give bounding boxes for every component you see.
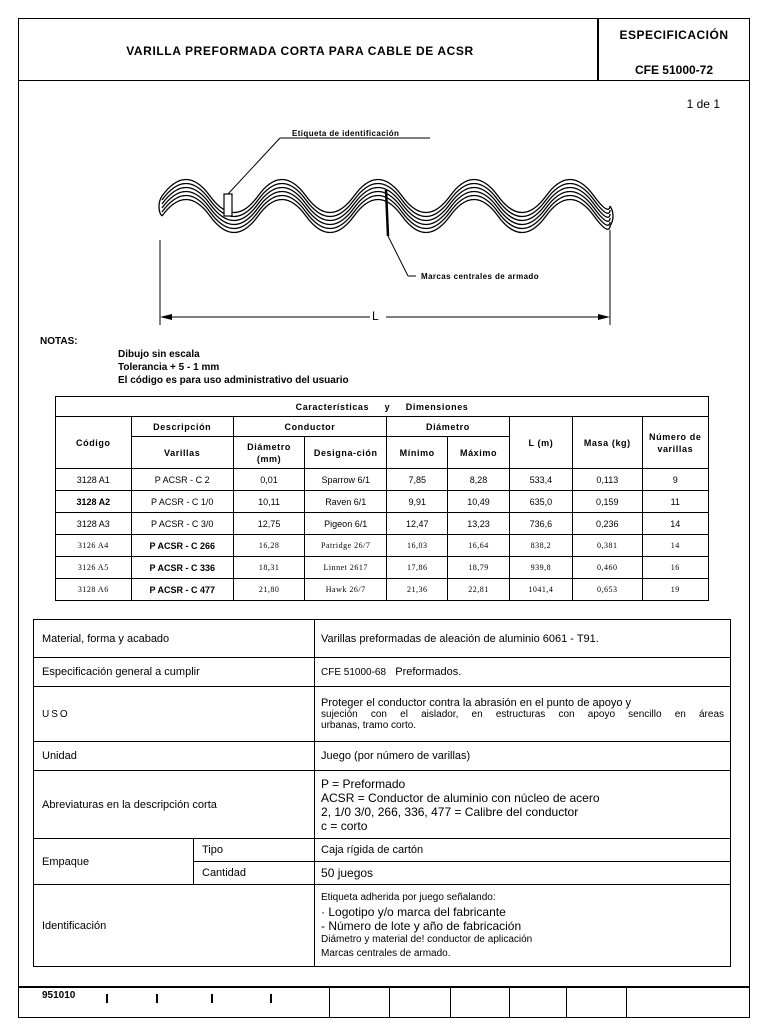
cell-l: 838,2 (509, 535, 572, 557)
page-number: 1 de 1 (686, 97, 720, 111)
cell-desc: P ACSR - C 3/0 (131, 513, 233, 535)
notes-title: NOTAS: (40, 336, 78, 347)
cell-codigo: 3128 A2 (56, 491, 132, 513)
espec-value: CFE 51000-68 Preformados. (315, 658, 731, 687)
table-row (56, 535, 709, 557)
cell-diam: 16,28 (233, 535, 305, 557)
footer-tick (106, 994, 108, 1003)
cell-masa: 0,460 (573, 557, 642, 579)
cell-max: 18,79 (448, 557, 509, 579)
header-l: L (m) (509, 417, 572, 469)
cell-max: 8,28 (448, 469, 509, 491)
note-line: Tolerancia + 5 - 1 mm (118, 362, 220, 373)
center-mark (386, 190, 388, 236)
dim-arrow-right (598, 314, 610, 320)
footer-code: 951010 (42, 990, 76, 1001)
header-varillas: Varillas (131, 437, 233, 469)
cell-codigo: 3128 A3 (56, 513, 132, 535)
cell-num: 19 (642, 579, 708, 601)
cell-min: 16,03 (387, 535, 448, 557)
cell-codigo: 3126 A4 (56, 535, 132, 557)
cell-diam: 12,75 (233, 513, 305, 535)
header-codigo: Código (56, 417, 132, 469)
cell-desc: P ACSR - C 1/0 (131, 491, 233, 513)
uso-value: Proteger el conductor contra la abrasión en el punto de apoyo y sujeción con el aislador, en estructuras con apoyo sencillo en áreas urbanas, tramo corto. (315, 687, 731, 742)
cell-codigo: 3128 A1 (56, 469, 132, 491)
ident-label: Identificación (34, 885, 315, 967)
cell-desc: P ACSR - C 477 (131, 579, 233, 601)
rod-drawing (140, 120, 630, 330)
footer-tick (211, 994, 213, 1003)
cell-num: 11 (642, 491, 708, 513)
material-value: Varillas preformadas de aleación de aluminio 6061 - T91. (315, 620, 731, 658)
header-conductor: Conductor (233, 417, 386, 437)
cell-min: 17,86 (387, 557, 448, 579)
cell-max: 10,49 (448, 491, 509, 513)
header-minimo: Mínimo (387, 437, 448, 469)
header-maximo: Máximo (448, 437, 509, 469)
notes-list (118, 348, 349, 387)
cell-max: 22,81 (448, 579, 509, 601)
note-line: El código es para uso administrativo del usuario (118, 375, 349, 386)
label-length: L (372, 309, 379, 323)
cell-desc: P ACSR - C 336 (131, 557, 233, 579)
espec-label: Especificación general a cumplir (34, 658, 315, 687)
cell-min: 21,36 (387, 579, 448, 601)
characteristics-table (55, 396, 709, 601)
cell-masa: 0,381 (573, 535, 642, 557)
marks-leader-line (388, 236, 408, 276)
cell-min: 12,47 (387, 513, 448, 535)
cell-masa: 0,113 (573, 469, 642, 491)
footer-divider (626, 986, 627, 1018)
header-designacion: Designa-ción (305, 437, 387, 469)
material-label: Material, forma y acabado (34, 620, 315, 658)
footer-divider (389, 986, 390, 1018)
cell-desig: Hawk 26/7 (305, 579, 387, 601)
header-numero: Número de varillas (642, 417, 708, 469)
spec-label: ESPECIFICACIÓN (619, 28, 729, 42)
cell-min: 7,85 (387, 469, 448, 491)
cantidad-label: Cantidad (194, 862, 315, 885)
identification-tag (224, 194, 232, 216)
cell-num: 16 (642, 557, 708, 579)
cell-l: 533,4 (509, 469, 572, 491)
cell-desig: Pigeon 6/1 (305, 513, 387, 535)
note-line: Dibujo sin escala (118, 349, 200, 360)
uso-label: USO (34, 687, 315, 742)
cell-desig: Patridge 26/7 (305, 535, 387, 557)
cell-desc: P ACSR - C 2 (131, 469, 233, 491)
cell-desig: Raven 6/1 (305, 491, 387, 513)
page-title: VARILLA PREFORMADA CORTA PARA CABLE DE ACSR (126, 44, 474, 58)
cell-desig: Linnet 2617 (305, 557, 387, 579)
specifications-table (33, 619, 731, 967)
cell-num: 14 (642, 535, 708, 557)
cell-l: 939,8 (509, 557, 572, 579)
spec-code: CFE 51000-72 (634, 63, 714, 77)
header-diametro: Diámetro (387, 417, 510, 437)
cell-codigo: 3128 A6 (56, 579, 132, 601)
cell-codigo: 3126 A5 (56, 557, 132, 579)
cell-diam: 10,11 (233, 491, 305, 513)
cantidad-value: 50 juegos (315, 862, 731, 885)
ident-value: Etiqueta adherida por juego señalando: · Logotipo y/o marca del fabricante - Número de lote y año de fabricación Diámetro y material de! conductor de aplicación Marcas centrales de armado. (315, 885, 731, 967)
abrev-value: P = Preformado ACSR = Conductor de aluminio con núcleo de acero 2, 1/0 3/0, 266, 336, 477 = Calibre del conductor c = corto (315, 771, 731, 839)
cell-diam: 21,80 (233, 579, 305, 601)
footer-tick (270, 994, 272, 1003)
cell-desc: P ACSR - C 266 (131, 535, 233, 557)
unidad-label: Unidad (34, 742, 315, 771)
header-descripcion: Descripción (131, 417, 233, 437)
cell-masa: 0,159 (573, 491, 642, 513)
cell-l: 635,0 (509, 491, 572, 513)
cell-diam: 18,31 (233, 557, 305, 579)
cell-masa: 0,653 (573, 579, 642, 601)
cell-min: 9,91 (387, 491, 448, 513)
cell-l: 736,6 (509, 513, 572, 535)
header-divider (597, 18, 599, 81)
footer-divider (329, 986, 330, 1018)
cell-num: 9 (642, 469, 708, 491)
cell-num: 14 (642, 513, 708, 535)
cell-diam: 0,01 (233, 469, 305, 491)
dim-arrow-left (160, 314, 172, 320)
table-row (56, 557, 709, 579)
table-title: Características y Dimensiones (56, 397, 709, 417)
cell-l: 1041,4 (509, 579, 572, 601)
label-tag-text: Etiqueta de identificación (292, 129, 400, 138)
footer-divider (509, 986, 510, 1018)
footer-divider (566, 986, 567, 1018)
empaque-label: Empaque (34, 839, 194, 885)
header-diametro-mm: Diámetro (mm) (233, 437, 305, 469)
table-row (56, 579, 709, 601)
cell-desig: Sparrow 6/1 (305, 469, 387, 491)
label-marks-text: Marcas centrales de armado (421, 272, 540, 281)
table-row (56, 491, 709, 513)
footer-tick (156, 994, 158, 1003)
tipo-label: Tipo (194, 839, 315, 862)
cell-max: 16,64 (448, 535, 509, 557)
abrev-label: Abreviaturas en la descripción corta (34, 771, 315, 839)
header-masa: Masa (kg) (573, 417, 642, 469)
unidad-value: Juego (por número de varillas) (315, 742, 731, 771)
cell-max: 13,23 (448, 513, 509, 535)
cell-masa: 0,236 (573, 513, 642, 535)
footer-line (18, 986, 750, 988)
table-row (56, 513, 709, 535)
table-row (56, 469, 709, 491)
footer-divider (450, 986, 451, 1018)
tipo-value: Caja rígida de cartón (315, 839, 731, 862)
